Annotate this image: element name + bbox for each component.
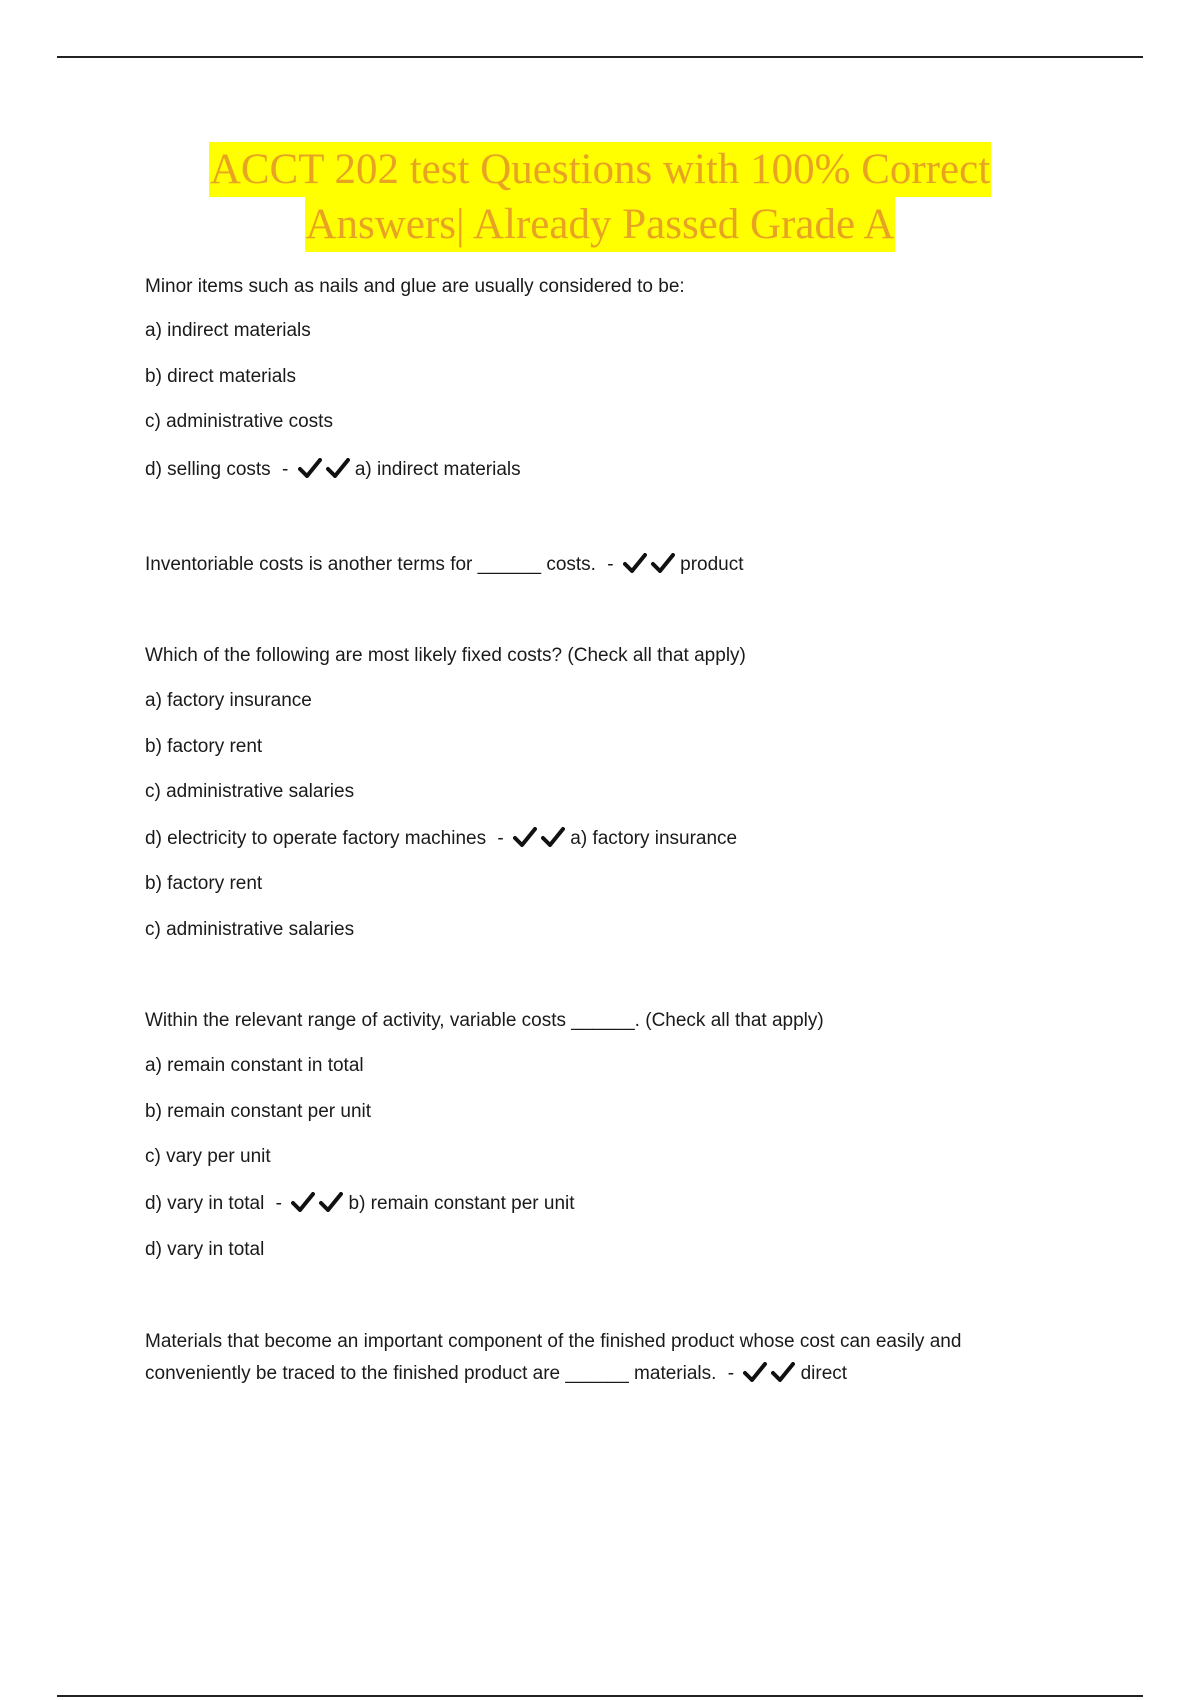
question-1-answer: a) indirect materials — [354, 459, 521, 480]
question-1-option-b: b) direct materials — [145, 366, 296, 387]
question-4-answer-b: b) remain constant per unit — [348, 1193, 575, 1214]
question-4-option-b: b) remain constant per unit — [145, 1101, 372, 1122]
question-1-option-a: a) indirect materials — [145, 320, 311, 341]
question-1-answer-line — [145, 458, 521, 482]
check-mark-icon — [623, 553, 647, 573]
check-mark-icon — [541, 827, 565, 847]
question-4-prompt: Within the relevant range of activity, variable costs ______. (Check all that apply) — [145, 1010, 824, 1031]
check-mark-icon — [291, 1192, 315, 1212]
question-1-option-c: c) administrative costs — [145, 411, 333, 432]
check-mark-icon — [319, 1192, 343, 1212]
answer-separator: - — [607, 554, 614, 575]
question-5-prompt-line-2: conveniently be traced to the finished product are ______ materials. — [145, 1363, 717, 1384]
question-3-option-b: b) factory rent — [145, 736, 263, 757]
question-2-answer-line — [145, 553, 744, 577]
question-1-option-d: d) selling costs — [145, 459, 271, 480]
question-1-prompt: Minor items such as nails and glue are usually considered to be: — [145, 276, 685, 297]
title-line-2: Answers| Already Passed Grade A — [305, 197, 896, 252]
check-mark-icon — [771, 1362, 795, 1382]
question-2-answer: product — [680, 554, 744, 575]
question-3-option-c: c) administrative salaries — [145, 781, 355, 802]
question-2-prompt: Inventoriable costs is another terms for ______ costs. — [145, 554, 596, 575]
question-3-answer-a: a) factory insurance — [570, 828, 738, 849]
check-mark-icon — [743, 1362, 767, 1382]
answer-separator: - — [727, 1363, 735, 1384]
question-3-option-d: d) electricity to operate factory machines — [145, 828, 487, 849]
question-4-option-d: d) vary in total — [145, 1193, 265, 1214]
question-4-answer-d: d) vary in total — [145, 1239, 265, 1260]
answer-separator: - — [281, 459, 289, 480]
question-3-prompt: Which of the following are most likely fixed costs? (Check all that apply) — [145, 645, 746, 666]
question-3-answer-b: b) factory rent — [145, 873, 263, 894]
check-mark-icon — [513, 827, 537, 847]
check-mark-icon — [651, 553, 675, 573]
title-line-1: ACCT 202 test Questions with 100% Correct — [209, 142, 991, 197]
question-5-answer-line — [145, 1362, 847, 1386]
question-3-answer-c: c) administrative salaries — [145, 919, 355, 940]
document-title — [0, 142, 1200, 252]
question-5-answer: direct — [800, 1363, 848, 1384]
answer-separator: - — [497, 828, 504, 849]
question-4-option-c: c) vary per unit — [145, 1146, 271, 1167]
check-mark-icon — [326, 458, 350, 478]
question-3-answer-line — [145, 827, 737, 851]
question-4-option-a: a) remain constant in total — [145, 1055, 364, 1076]
check-mark-icon — [298, 458, 322, 478]
question-4-answer-line — [145, 1192, 575, 1216]
top-rule — [57, 56, 1143, 58]
question-3-option-a: a) factory insurance — [145, 690, 312, 711]
answer-separator: - — [275, 1193, 282, 1214]
question-5-prompt-line-1: Materials that become an important component of the finished product whose cost can easily and — [145, 1331, 962, 1352]
bottom-rule — [57, 1695, 1143, 1697]
